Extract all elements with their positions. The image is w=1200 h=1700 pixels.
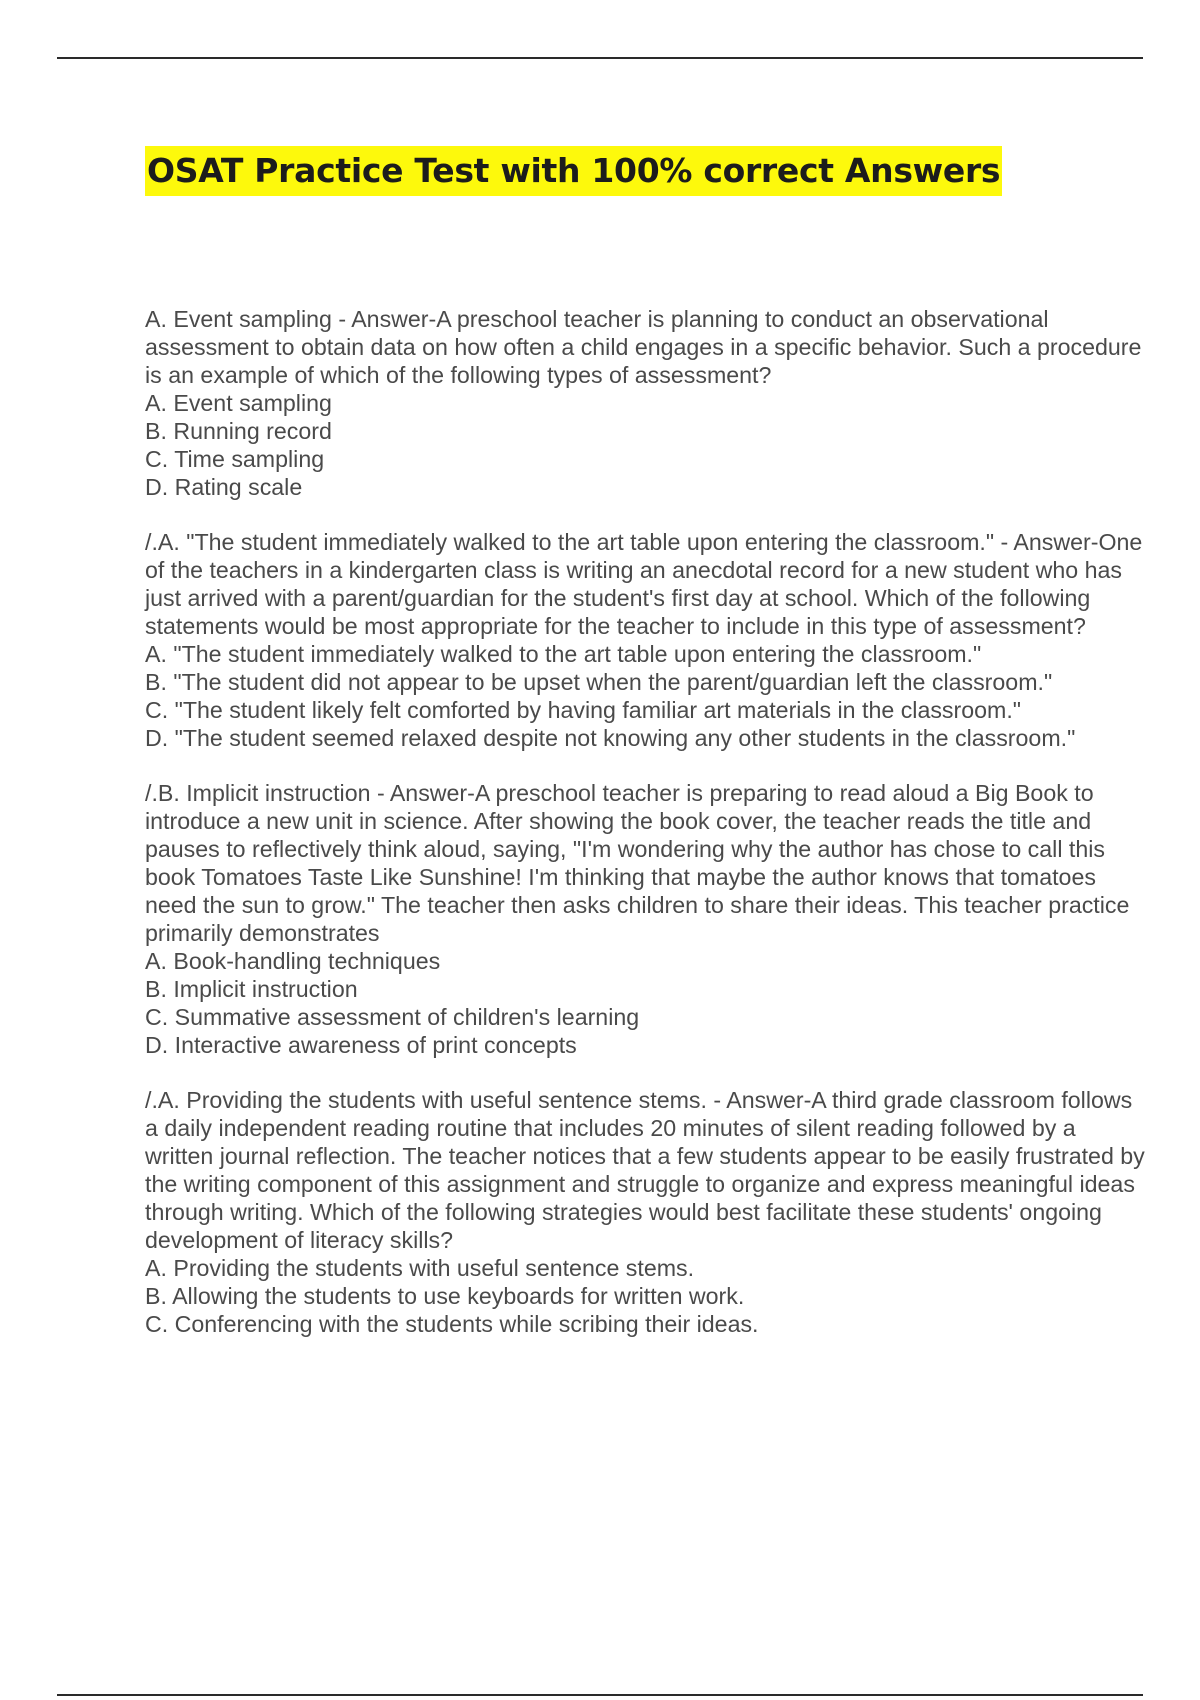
option-item: B. Running record	[145, 418, 332, 444]
option-item: C. Time sampling	[145, 446, 325, 472]
option-item: B. Implicit instruction	[145, 976, 358, 1002]
question-text: /.A. "The student immediately walked to the art table upon entering the classroom." - Answer-One of the teachers in a kindergarten class is writing an anecdotal record for a new student who has just arrived with a parent/guardian for the student's first day at school. Which of the following statements would be most appropriate for the teacher to include in this type of assessment?	[145, 529, 1143, 639]
answer-options	[145, 1254, 1145, 1338]
header-rule	[57, 57, 1143, 59]
answer-options	[145, 947, 1145, 1059]
option-item: A. Book-handling techniques	[145, 948, 441, 974]
question-text: /.A. Providing the students with useful sentence stems. - Answer-A third grade classroom follows a daily independent reading routine that includes 20 minutes of silent reading followed by a written journal reflection. The teacher notices that a few students appear to be easily frustrated by the writing component of this assignment and struggle to organize and express meaningful ideas through writing. Which of the following strategies would best facilitate these students' ongoing development of literacy skills?	[145, 1087, 1145, 1253]
option-item: B. "The student did not appear to be upset when the parent/guardian left the classroom."	[145, 669, 1053, 695]
answer-options	[145, 640, 1145, 752]
question-text: /.B. Implicit instruction - Answer-A preschool teacher is preparing to read aloud a Big Book to introduce a new unit in science. After showing the book cover, the teacher reads the title and pauses to reflectively think aloud, saying, "I'm wondering why the author has chose to call this book Tomatoes Taste Like Sunshine! I'm thinking that maybe the author knows that tomatoes need the sun to grow." The teacher then asks children to share their ideas. This teacher practice primarily demonstrates	[145, 780, 1130, 946]
question-text: A. Event sampling - Answer-A preschool teacher is planning to conduct an observational assessment to obtain data on how often a child engages in a specific behavior. Such a procedure is an example of which of the following types of assessment?	[145, 306, 1142, 388]
question-block-1	[145, 305, 1145, 501]
option-item: C. "The student likely felt comforted by having familiar art materials in the classroom."	[145, 697, 1022, 723]
option-item: D. Rating scale	[145, 474, 303, 500]
option-item: D. "The student seemed relaxed despite not knowing any other students in the classroom."	[145, 725, 1076, 751]
option-item: C. Conferencing with the students while scribing their ideas.	[145, 1311, 759, 1337]
title-block	[145, 146, 1002, 196]
footer-rule	[57, 1694, 1143, 1696]
document-body	[145, 305, 1145, 1365]
option-item: B. Allowing the students to use keyboards for written work.	[145, 1283, 745, 1309]
question-block-4	[145, 1086, 1145, 1338]
document-title: OSAT Practice Test with 100% correct Answers	[145, 146, 1002, 196]
option-item: A. "The student immediately walked to the art table upon entering the classroom."	[145, 641, 982, 667]
answer-options	[145, 389, 1145, 501]
option-item: A. Providing the students with useful sentence stems.	[145, 1255, 695, 1281]
option-item: D. Interactive awareness of print concepts	[145, 1032, 577, 1058]
question-block-3	[145, 779, 1145, 1059]
question-block-2	[145, 528, 1145, 752]
option-item: A. Event sampling	[145, 390, 332, 416]
option-item: C. Summative assessment of children's learning	[145, 1004, 640, 1030]
